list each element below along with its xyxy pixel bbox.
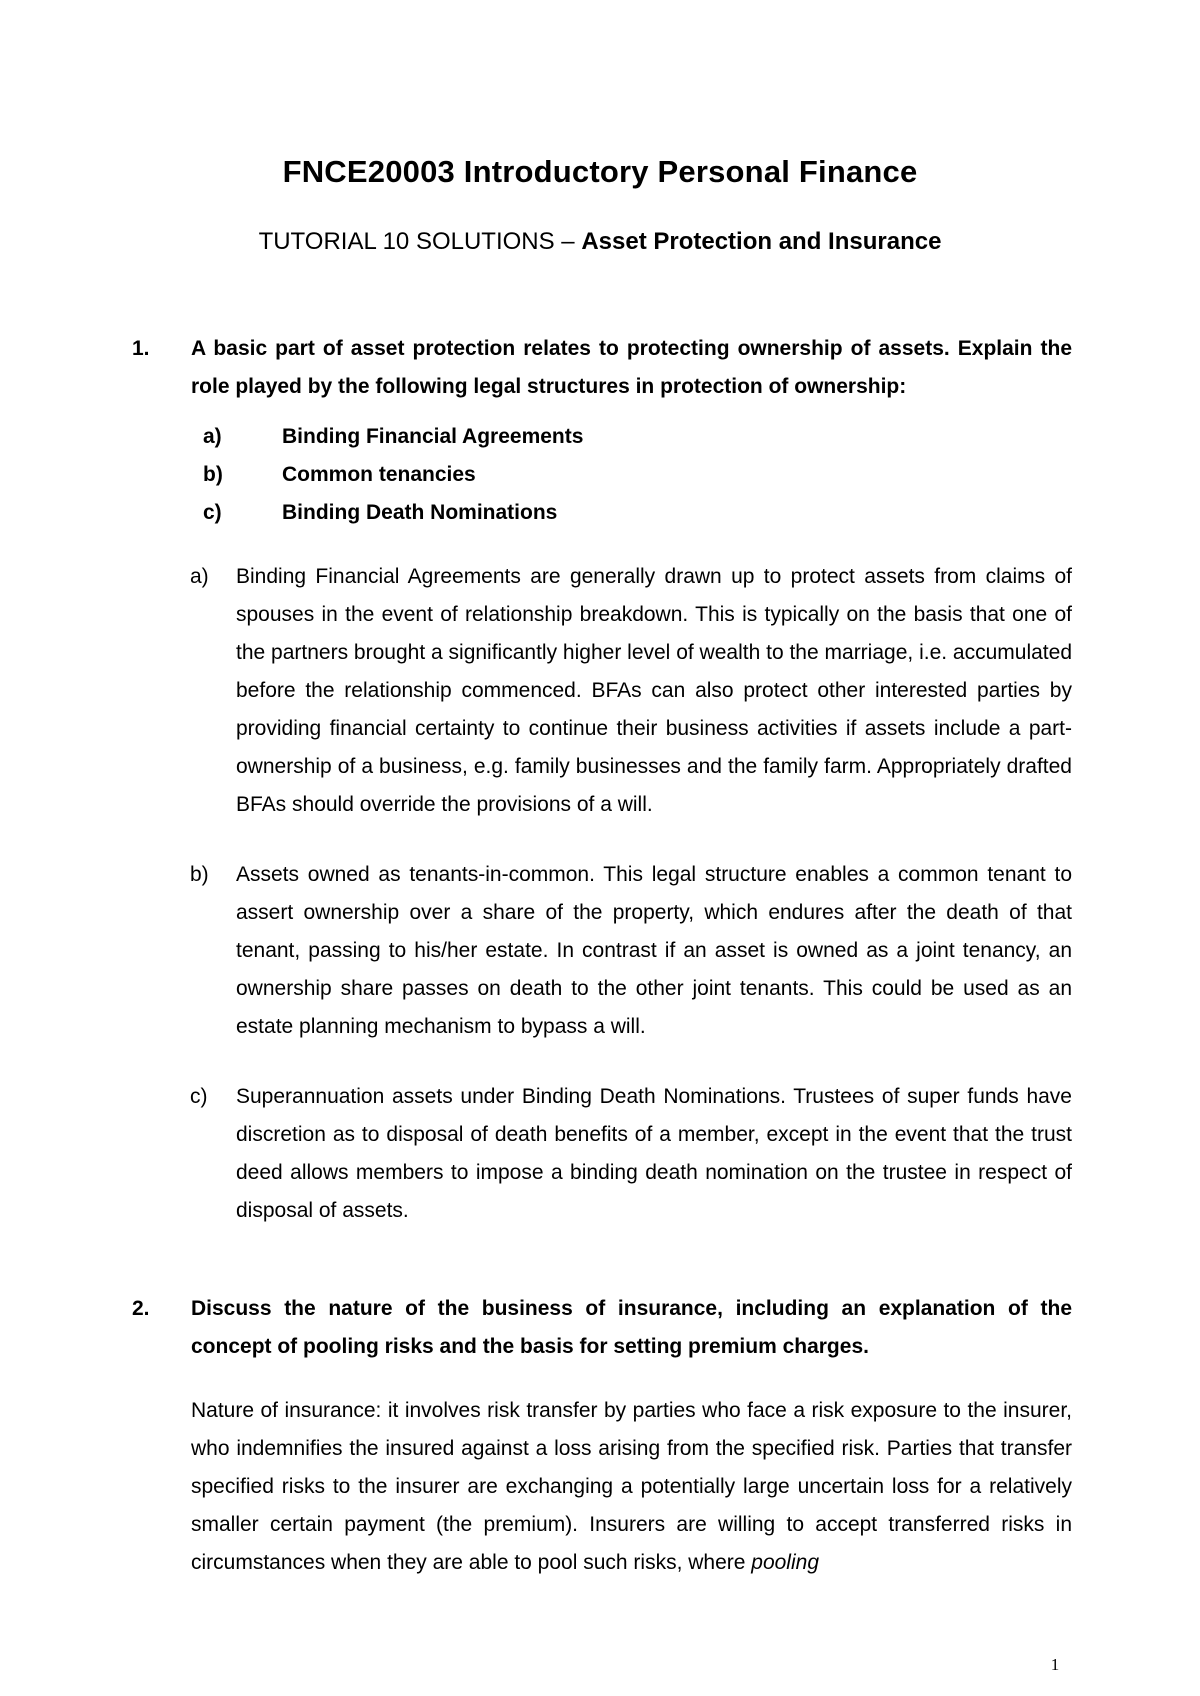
document-title: FNCE20003 Introductory Personal Finance: [282, 154, 918, 189]
question-2-answer: [191, 1392, 1072, 1582]
answer-c: [190, 1078, 1072, 1230]
question-2: [132, 1290, 1072, 1366]
question-1: [132, 330, 1072, 406]
item-text: Binding Financial Agreements: [282, 425, 584, 448]
item-text: Common tenancies: [282, 463, 476, 486]
answer-text: Binding Financial Agreements are generally drawn up to protect assets from claims of spouses in the event of relationship breakdown. This is typically on the basis that one of the partners brought a significantly higher level of wealth to the marriage, i.e. accumulated before the relationship commenced. BFAs can also protect other interested parties by providing financial certainty to continue their business activities if assets include a part-ownership of a business, e.g. family businesses and the family farm. Appropriately drafted BFAs should override the provisions of a will.: [236, 565, 1072, 816]
question-number: 1.: [132, 337, 150, 360]
answer-label: c): [190, 1085, 208, 1108]
answer-text: Nature of insurance: it involves risk transfer by parties who face a risk exposure to the insurer, who indemnifies the insured against a loss arising from the specified risk. Parties that transfer specified risks to the insurer are exchanging a potentially large uncertain loss for a relatively smaller certain payment (the premium). Insurers are willing to accept transferred risks in circumstances when they are able to pool such risks, where: [191, 1399, 1072, 1574]
subtitle-topic: Asset Protection and Insurance: [581, 228, 942, 255]
question-text: Discuss the nature of the business of insurance, including an explanation of the concept of pooling risks and the basis for setting premium charges.: [191, 1297, 1072, 1358]
answer-label: b): [190, 863, 209, 886]
subtitle-prefix: TUTORIAL 10 SOLUTIONS –: [258, 228, 582, 255]
document-subtitle: [0, 226, 1200, 258]
question-number: 2.: [132, 1297, 150, 1320]
answer-italic-term: pooling: [751, 1551, 819, 1574]
answer-a: [190, 558, 1072, 824]
answer-text: Assets owned as tenants-in-common. This legal structure enables a common tenant to assert ownership over a share of the property, which endures after the death of that tenant, passing to his/her estate. In contrast if an asset is owned as a joint tenancy, an ownership share passes on death to the other joint tenants. This could be used as an estate planning mechanism to bypass a will.: [236, 863, 1072, 1038]
answer-text: Superannuation assets under Binding Death Nominations. Trustees of super funds have discretion as to disposal of death benefits of a member, except in the event that the trust deed allows members to impose a binding death nomination on the trustee in respect of disposal of assets.: [236, 1085, 1072, 1222]
item-text: Binding Death Nominations: [282, 501, 558, 524]
question-text: A basic part of asset protection relates to protecting ownership of assets. Explain the role played by the following legal structures in protection of ownership:: [191, 337, 1072, 398]
item-label: a): [203, 425, 222, 448]
item-label: c): [203, 501, 222, 524]
answer-b: [190, 856, 1072, 1046]
answer-label: a): [190, 565, 209, 588]
page-number: 1: [1050, 1655, 1060, 1674]
item-label: b): [203, 463, 223, 486]
